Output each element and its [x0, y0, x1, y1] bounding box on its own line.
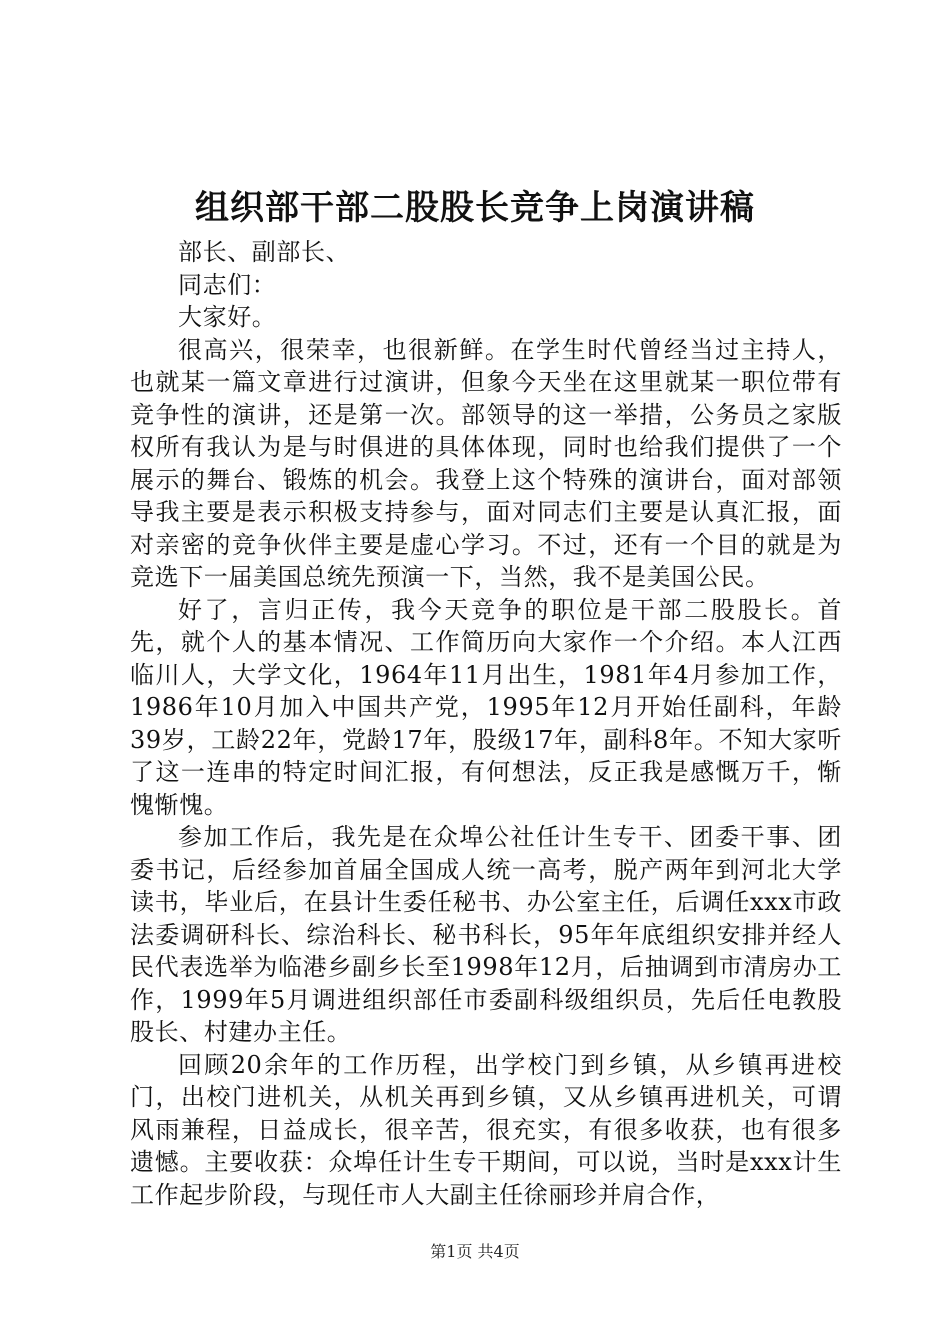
paragraph-career: 参加工作后，我先是在众埠公社任计生专干、团委干事、团委书记，后经参加首届全国成人统一高考，脱产两年到河北大学读书，毕业后，在县计生委任秘书、办公室主任，后调任xxx市政法委调研科长、综治科长、秘书科长，95年年底组织安排并经人民代表选举为临港乡副乡长至1998年12月，后抽调到市清房办工作，1999年5月调进组织部任市委副科级组织员，先后任电教股股长、村建办主任。: [130, 823, 842, 1046]
page-number-footer: 第1页 共4页: [430, 1242, 520, 1261]
document-body: [130, 236, 842, 1211]
paragraph-review: 回顾20余年的工作历程，出学校门到乡镇，从乡镇再进校门，出校门进机关，从机关再到乡镇，又从乡镇再进机关，可谓风雨兼程，日益成长，很辛苦，很充实，有很多收获，也有很多遗憾。主要收获：众埠任计生专干期间，可以说，当时是xxx计生工作起步阶段，与现任市人大副主任徐丽珍并肩合作，: [130, 1050, 842, 1209]
paragraph-background: 好了，言归正传，我今天竞争的职位是干部二股股长。首先，就个人的基本情况、工作简历向大家作一个介绍。本人江西临川人，大学文化，1964年11月出生，1981年4月参加工作，1986年10月加入中国共产党，1995年12月开始任副科，年龄39岁，工龄22年，党龄17年，股级17年，副科8年。不知大家听了这一连串的特定时间汇报，有何想法，反正我是感慨万千，惭愧惭愧。: [130, 595, 842, 819]
paragraph-intro: 很高兴，很荣幸，也很新鲜。在学生时代曾经当过主持人，也就某一篇文章进行过演讲，但象今天坐在这里就某一职位带有竞争性的演讲，还是第一次。部领导的这一举措，公务员之家版权所有我认为是与时俱进的具体体现，同时也给我们提供了一个展示的舞台、锻炼的机会。我登上这个特殊的演讲台，面对部领导我主要是表示积极支持参与，面对同志们主要是认真汇报，面对亲密的竞争伙伴主要是虚心学习。不过，还有一个目的就是为竞选下一届美国总统先预演一下，当然，我不是美国公民。: [130, 335, 842, 591]
salutation-comrades: 同志们：: [178, 270, 277, 299]
greeting: 大家好。: [178, 303, 277, 331]
salutation-leaders: 部长、副部长、: [178, 238, 351, 266]
document-title: 组织部干部二股股长竞争上岗演讲稿: [195, 188, 755, 228]
